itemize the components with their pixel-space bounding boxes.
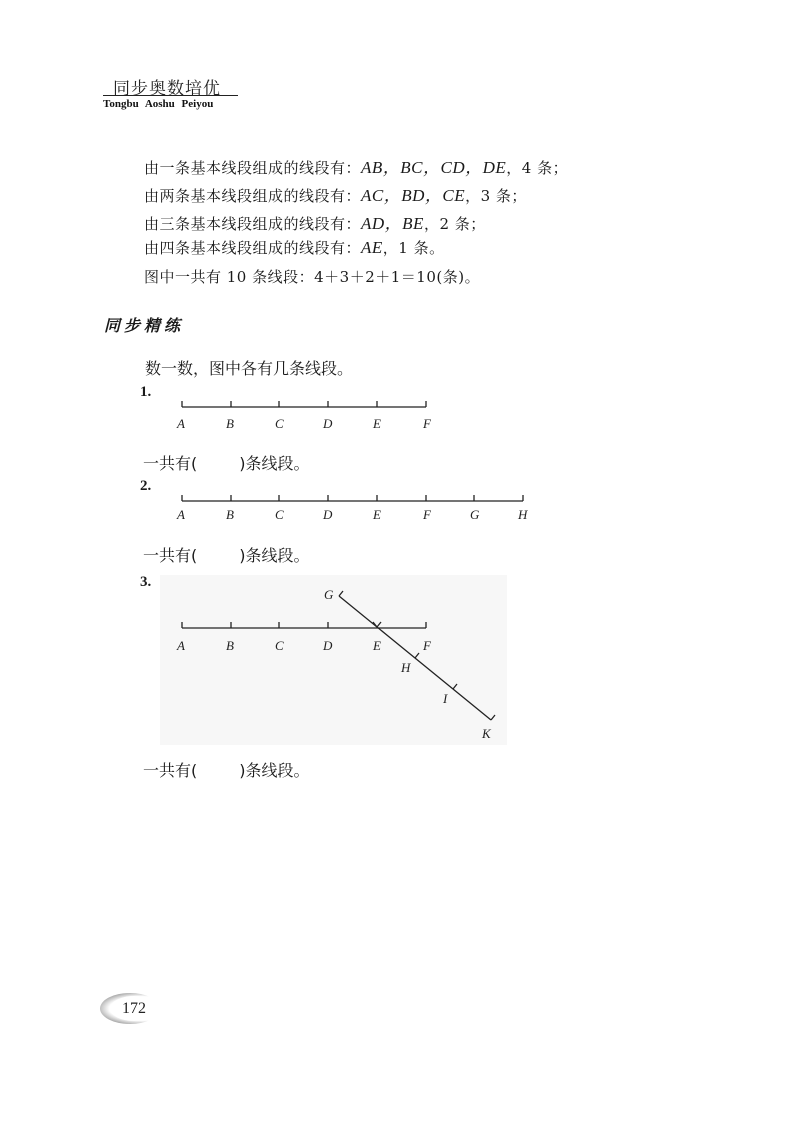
point-label: F bbox=[423, 416, 431, 431]
point-label: D bbox=[323, 638, 333, 653]
line-suffix: ，1 条。 bbox=[382, 239, 445, 257]
line-suffix: ，2 条； bbox=[423, 215, 486, 233]
point-label: D bbox=[323, 416, 333, 431]
answer-suffix: )条线段。 bbox=[239, 761, 310, 780]
problem-3-number: 3. bbox=[140, 574, 152, 590]
point-label: K bbox=[482, 726, 491, 741]
line-prefix: 由四条基本线段组成的线段有： bbox=[144, 239, 362, 257]
segment-list: AC，BD，CE bbox=[361, 186, 466, 205]
answer-suffix: )条线段。 bbox=[239, 546, 310, 565]
point-label: E bbox=[373, 416, 381, 431]
point-label: D bbox=[323, 507, 333, 522]
segment-list: AE bbox=[361, 238, 383, 257]
point-label: B bbox=[226, 507, 234, 522]
point-label: A bbox=[177, 507, 185, 522]
point-label: B bbox=[226, 638, 234, 653]
point-label: C bbox=[275, 638, 284, 653]
line-prefix: 由一条基本线段组成的线段有： bbox=[144, 159, 362, 177]
answer-prefix: 一共有( bbox=[143, 761, 198, 780]
explanation-total: 图中一共有 10 条线段：4＋3＋2＋1＝10(条)。 bbox=[144, 268, 481, 286]
answer-suffix: )条线段。 bbox=[239, 454, 310, 473]
segment-list: AB，BC，CD，DE bbox=[361, 158, 507, 177]
problem-2-number: 2. bbox=[140, 478, 152, 494]
book-title-pinyin: Tongbu Aoshu Peiyou bbox=[103, 98, 214, 110]
section-title: 同步精练 bbox=[104, 316, 185, 335]
point-label: C bbox=[275, 416, 284, 431]
point-label: E bbox=[373, 507, 381, 522]
point-label: H bbox=[518, 507, 528, 522]
point-label: A bbox=[177, 638, 185, 653]
line-suffix: ，3 条； bbox=[465, 187, 527, 205]
problem-3-answer bbox=[143, 758, 310, 781]
answer-prefix: 一共有( bbox=[143, 454, 198, 473]
line-suffix: ，4 条； bbox=[506, 159, 569, 177]
answer-prefix: 一共有( bbox=[143, 546, 198, 565]
point-label: F bbox=[423, 638, 431, 653]
point-label: H bbox=[401, 660, 411, 675]
point-label: G bbox=[324, 587, 334, 602]
point-label: B bbox=[226, 416, 234, 431]
problem-1-number: 1. bbox=[140, 384, 152, 400]
line-prefix: 由三条基本线段组成的线段有： bbox=[144, 215, 362, 233]
book-title-chinese: 同步奥数培优 bbox=[113, 79, 221, 99]
point-label: C bbox=[275, 507, 284, 522]
point-label: A bbox=[177, 416, 185, 431]
exercise-prompt: 数一数，图中各有几条线段。 bbox=[145, 359, 354, 378]
point-label: F bbox=[423, 507, 431, 522]
page-number: 172 bbox=[110, 996, 158, 1021]
line-prefix: 由两条基本线段组成的线段有： bbox=[144, 187, 362, 205]
segment-list: AD，BE bbox=[361, 214, 424, 233]
point-label: I bbox=[443, 691, 448, 706]
point-label: E bbox=[373, 638, 381, 653]
point-label: G bbox=[470, 507, 480, 522]
